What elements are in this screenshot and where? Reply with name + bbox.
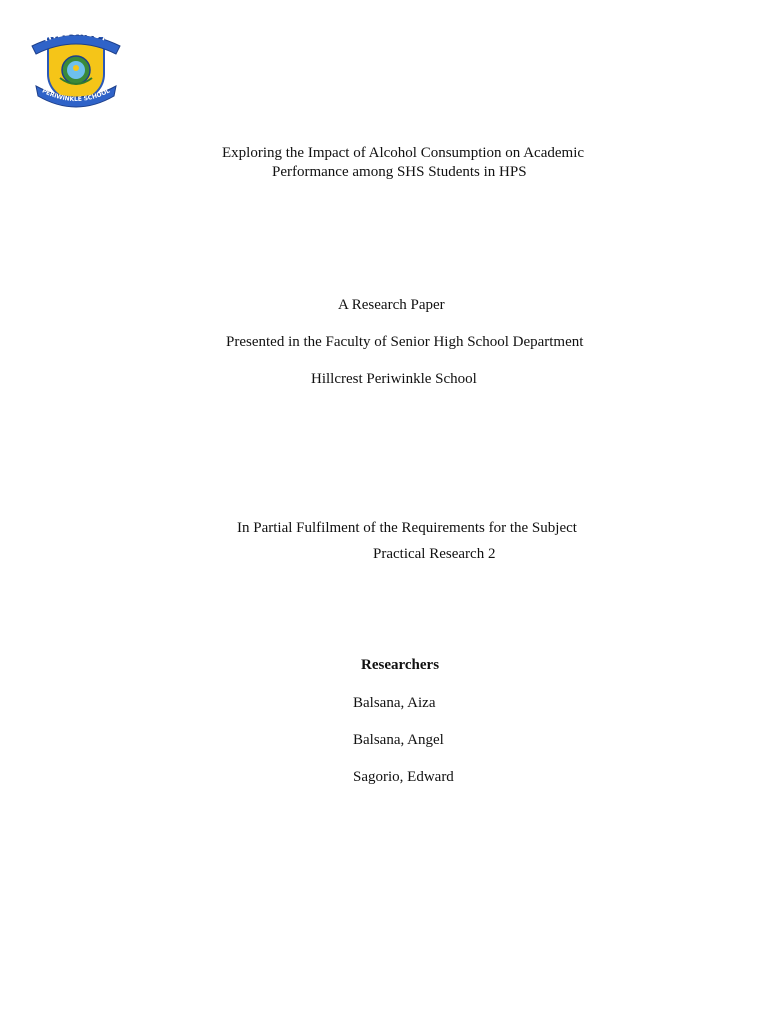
title-line-1: Exploring the Impact of Alcohol Consumption on Academic <box>222 145 585 161</box>
title-line-2: Performance among SHS Students in HPS <box>272 164 527 180</box>
logo-bottom-text: PERIWINKLE SCHOOL <box>40 87 112 104</box>
presented-in: Presented in the Faculty of Senior High School Department <box>226 334 584 350</box>
researcher-name: Balsana, Aiza <box>353 695 436 711</box>
researcher-name: Balsana, Angel <box>353 732 444 748</box>
subject-name: Practical Research 2 <box>373 546 496 562</box>
paper-type: A Research Paper <box>338 297 445 313</box>
requirements-line: In Partial Fulfilment of the Requirements for the Subject <box>237 520 577 536</box>
researchers-heading: Researchers <box>361 657 440 673</box>
logo-top-text: HILLCREST <box>42 27 110 45</box>
school-name: Hillcrest Periwinkle School <box>311 371 477 387</box>
researcher-name: Sagorio, Edward <box>353 769 454 785</box>
school-logo <box>30 24 122 112</box>
